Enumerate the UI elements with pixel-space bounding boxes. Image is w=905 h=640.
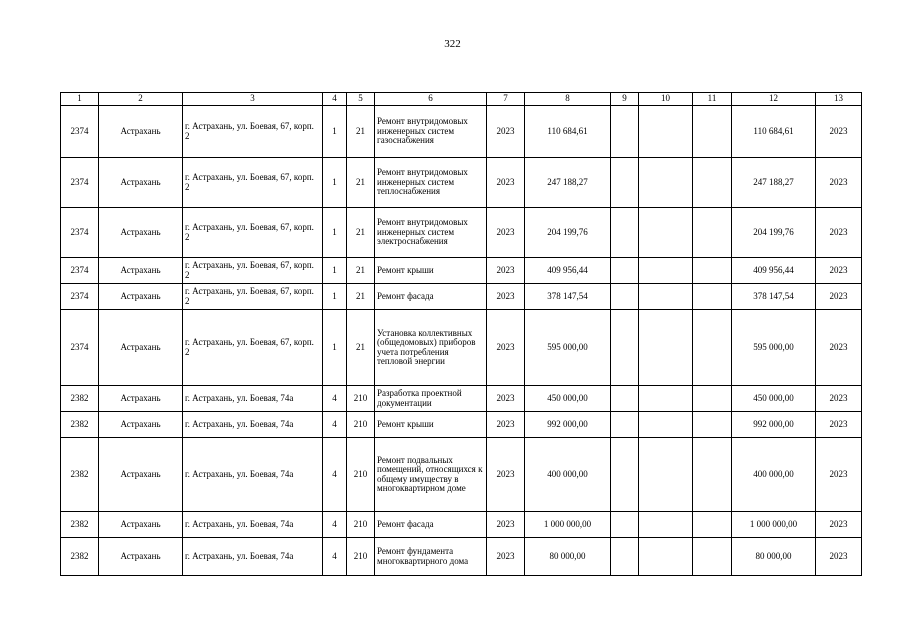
- cell-cost: 80 000,00: [525, 538, 611, 576]
- cell-address: г. Астрахань, ул. Боевая, 74а: [183, 412, 323, 438]
- cell-address: г. Астрахань, ул. Боевая, 74а: [183, 538, 323, 576]
- cell-c5: 210: [347, 438, 375, 512]
- cell-c4: 1: [323, 208, 347, 258]
- cell-total: 400 000,00: [732, 438, 816, 512]
- cell-c4: 4: [323, 386, 347, 412]
- cell-id: 2382: [61, 386, 99, 412]
- cell-city: Астрахань: [99, 438, 183, 512]
- cell-address: г. Астрахань, ул. Боевая, 67, корп. 2: [183, 158, 323, 208]
- cell-year: 2023: [487, 512, 525, 538]
- cell-c11: [693, 106, 732, 158]
- cell-c11: [693, 438, 732, 512]
- cell-c11: [693, 512, 732, 538]
- cell-c11: [693, 538, 732, 576]
- cell-id: 2382: [61, 412, 99, 438]
- cell-total: 204 199,76: [732, 208, 816, 258]
- table-row: [61, 310, 862, 386]
- cell-total: 247 188,27: [732, 158, 816, 208]
- cell-address: г. Астрахань, ул. Боевая, 67, корп. 2: [183, 310, 323, 386]
- cell-c5: 21: [347, 106, 375, 158]
- cell-c11: [693, 258, 732, 284]
- cell-work: Установка коллективных (общедомовых) приборов учета потребления тепловой энергии: [375, 310, 487, 386]
- column-number-7: 7: [487, 93, 525, 106]
- cell-year: 2023: [487, 284, 525, 310]
- cell-year: 2023: [487, 412, 525, 438]
- cell-cost: 110 684,61: [525, 106, 611, 158]
- cell-c5: 21: [347, 310, 375, 386]
- cell-address: г. Астрахань, ул. Боевая, 74а: [183, 438, 323, 512]
- column-number-row: [61, 93, 862, 106]
- cell-total: 1 000 000,00: [732, 512, 816, 538]
- table-row: [61, 158, 862, 208]
- cell-c4: 1: [323, 284, 347, 310]
- cell-cost: 400 000,00: [525, 438, 611, 512]
- cell-year2: 2023: [816, 284, 862, 310]
- cell-city: Астрахань: [99, 310, 183, 386]
- cell-c9: [611, 158, 639, 208]
- cell-total: 409 956,44: [732, 258, 816, 284]
- cell-c4: 4: [323, 438, 347, 512]
- column-number-1: 1: [61, 93, 99, 106]
- table-row: [61, 386, 862, 412]
- cell-cost: 204 199,76: [525, 208, 611, 258]
- cell-c11: [693, 284, 732, 310]
- cell-city: Астрахань: [99, 158, 183, 208]
- cell-id: 2374: [61, 284, 99, 310]
- cell-year2: 2023: [816, 438, 862, 512]
- cell-city: Астрахань: [99, 208, 183, 258]
- cell-year: 2023: [487, 538, 525, 576]
- cell-city: Астрахань: [99, 284, 183, 310]
- cell-cost: 595 000,00: [525, 310, 611, 386]
- cell-c5: 210: [347, 538, 375, 576]
- cell-id: 2374: [61, 258, 99, 284]
- table-row: [61, 106, 862, 158]
- cell-c9: [611, 258, 639, 284]
- cell-year: 2023: [487, 106, 525, 158]
- column-number-9: 9: [611, 93, 639, 106]
- cell-c10: [639, 258, 693, 284]
- column-number-5: 5: [347, 93, 375, 106]
- cell-c4: 1: [323, 158, 347, 208]
- cell-year2: 2023: [816, 106, 862, 158]
- cell-work: Ремонт внутридомовых инженерных систем газоснабжения: [375, 106, 487, 158]
- cell-work: Ремонт фасада: [375, 284, 487, 310]
- column-number-8: 8: [525, 93, 611, 106]
- cell-year2: 2023: [816, 512, 862, 538]
- cell-c5: 21: [347, 258, 375, 284]
- cell-c11: [693, 412, 732, 438]
- cell-cost: 1 000 000,00: [525, 512, 611, 538]
- cell-year2: 2023: [816, 310, 862, 386]
- cell-work: Разработка проектной документации: [375, 386, 487, 412]
- cell-c9: [611, 538, 639, 576]
- cell-year2: 2023: [816, 386, 862, 412]
- cell-c10: [639, 310, 693, 386]
- cell-year2: 2023: [816, 208, 862, 258]
- cell-total: 450 000,00: [732, 386, 816, 412]
- cell-total: 992 000,00: [732, 412, 816, 438]
- cell-c5: 21: [347, 208, 375, 258]
- column-number-4: 4: [323, 93, 347, 106]
- column-number-10: 10: [639, 93, 693, 106]
- cell-year2: 2023: [816, 158, 862, 208]
- cell-city: Астрахань: [99, 538, 183, 576]
- table-row: [61, 412, 862, 438]
- page-number: 322: [444, 38, 461, 50]
- table-row: [61, 538, 862, 576]
- capital-repair-table: [60, 92, 862, 576]
- cell-c10: [639, 412, 693, 438]
- cell-c10: [639, 208, 693, 258]
- cell-c4: 4: [323, 538, 347, 576]
- cell-c11: [693, 158, 732, 208]
- cell-year: 2023: [487, 310, 525, 386]
- cell-work: Ремонт внутридомовых инженерных систем теплоснабжения: [375, 158, 487, 208]
- cell-cost: 378 147,54: [525, 284, 611, 310]
- column-number-11: 11: [693, 93, 732, 106]
- column-number-12: 12: [732, 93, 816, 106]
- cell-c4: 1: [323, 106, 347, 158]
- cell-c9: [611, 310, 639, 386]
- cell-c5: 21: [347, 158, 375, 208]
- cell-c9: [611, 208, 639, 258]
- cell-c10: [639, 106, 693, 158]
- cell-c5: 210: [347, 386, 375, 412]
- column-number-2: 2: [99, 93, 183, 106]
- cell-id: 2374: [61, 106, 99, 158]
- cell-c11: [693, 310, 732, 386]
- cell-c4: 1: [323, 310, 347, 386]
- cell-c10: [639, 284, 693, 310]
- cell-work: Ремонт фундамента многоквартирного дома: [375, 538, 487, 576]
- cell-c9: [611, 284, 639, 310]
- cell-c10: [639, 438, 693, 512]
- table-row: [61, 284, 862, 310]
- cell-address: г. Астрахань, ул. Боевая, 67, корп. 2: [183, 258, 323, 284]
- cell-id: 2374: [61, 158, 99, 208]
- cell-year2: 2023: [816, 412, 862, 438]
- cell-year: 2023: [487, 158, 525, 208]
- cell-id: 2374: [61, 208, 99, 258]
- cell-year: 2023: [487, 386, 525, 412]
- cell-c5: 21: [347, 284, 375, 310]
- cell-address: г. Астрахань, ул. Боевая, 67, корп. 2: [183, 208, 323, 258]
- cell-total: 595 000,00: [732, 310, 816, 386]
- cell-cost: 450 000,00: [525, 386, 611, 412]
- cell-address: г. Астрахань, ул. Боевая, 67, корп. 2: [183, 106, 323, 158]
- cell-city: Астрахань: [99, 412, 183, 438]
- cell-work: Ремонт подвальных помещений, относящихся к общему имуществу в многоквартирном доме: [375, 438, 487, 512]
- cell-c11: [693, 386, 732, 412]
- table-row: [61, 438, 862, 512]
- cell-year: 2023: [487, 258, 525, 284]
- cell-city: Астрахань: [99, 512, 183, 538]
- cell-c9: [611, 106, 639, 158]
- cell-work: Ремонт крыши: [375, 258, 487, 284]
- cell-c4: 1: [323, 258, 347, 284]
- cell-cost: 992 000,00: [525, 412, 611, 438]
- cell-city: Астрахань: [99, 106, 183, 158]
- cell-c5: 210: [347, 412, 375, 438]
- cell-work: Ремонт внутридомовых инженерных систем электроснабжения: [375, 208, 487, 258]
- cell-year: 2023: [487, 438, 525, 512]
- cell-cost: 409 956,44: [525, 258, 611, 284]
- cell-c10: [639, 538, 693, 576]
- cell-address: г. Астрахань, ул. Боевая, 74а: [183, 512, 323, 538]
- cell-cost: 247 188,27: [525, 158, 611, 208]
- cell-work: Ремонт фасада: [375, 512, 487, 538]
- cell-year2: 2023: [816, 258, 862, 284]
- cell-work: Ремонт крыши: [375, 412, 487, 438]
- cell-total: 378 147,54: [732, 284, 816, 310]
- column-number-3: 3: [183, 93, 323, 106]
- column-number-13: 13: [816, 93, 862, 106]
- cell-city: Астрахань: [99, 258, 183, 284]
- cell-c9: [611, 412, 639, 438]
- cell-c10: [639, 512, 693, 538]
- table-row: [61, 208, 862, 258]
- cell-id: 2374: [61, 310, 99, 386]
- cell-total: 110 684,61: [732, 106, 816, 158]
- cell-c5: 210: [347, 512, 375, 538]
- cell-address: г. Астрахань, ул. Боевая, 74а: [183, 386, 323, 412]
- cell-total: 80 000,00: [732, 538, 816, 576]
- cell-address: г. Астрахань, ул. Боевая, 67, корп. 2: [183, 284, 323, 310]
- table-row: [61, 258, 862, 284]
- cell-id: 2382: [61, 512, 99, 538]
- column-number-6: 6: [375, 93, 487, 106]
- cell-c10: [639, 158, 693, 208]
- table-row: [61, 512, 862, 538]
- cell-c9: [611, 438, 639, 512]
- cell-year2: 2023: [816, 538, 862, 576]
- cell-c4: 4: [323, 512, 347, 538]
- cell-year: 2023: [487, 208, 525, 258]
- cell-c11: [693, 208, 732, 258]
- cell-city: Астрахань: [99, 386, 183, 412]
- cell-c9: [611, 512, 639, 538]
- cell-id: 2382: [61, 538, 99, 576]
- cell-c10: [639, 386, 693, 412]
- cell-id: 2382: [61, 438, 99, 512]
- cell-c4: 4: [323, 412, 347, 438]
- cell-c9: [611, 386, 639, 412]
